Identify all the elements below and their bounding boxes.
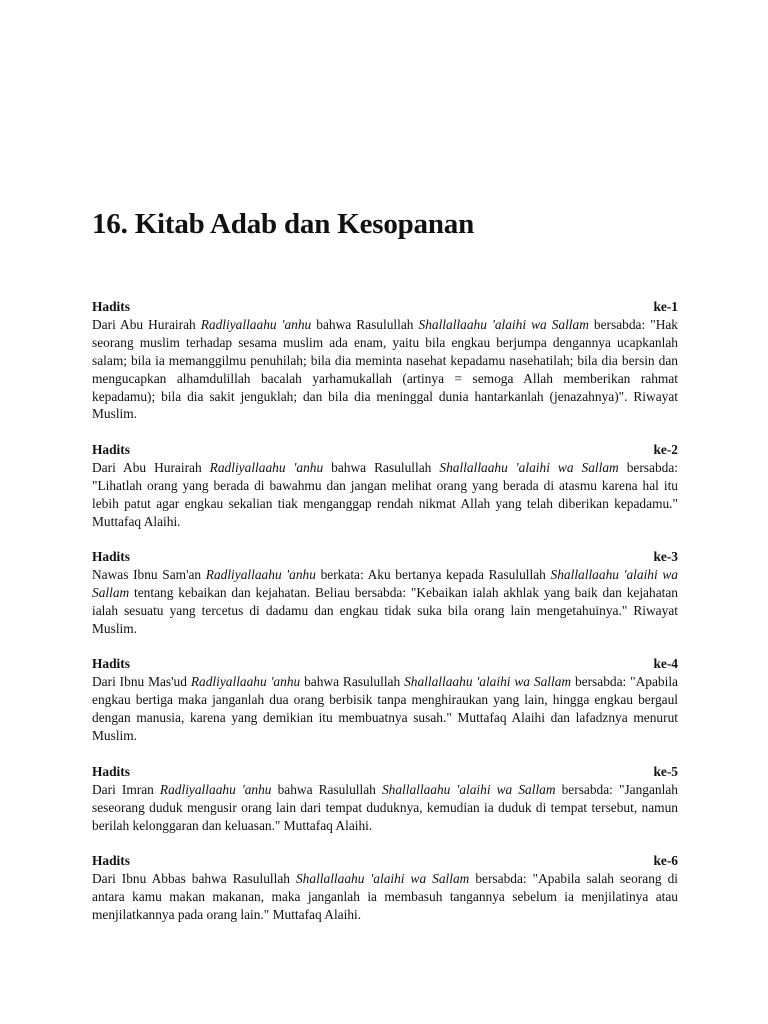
hadith-number: ke-5 — [653, 764, 678, 779]
hadith-number: ke-4 — [653, 656, 678, 671]
hadith-label: Hadits — [92, 442, 130, 457]
hadith-header — [92, 852, 678, 870]
hadith-text: Dari Abu Hurairah Radliyallaahu 'anhu bahwa Rasulullah Shallallaahu 'alaihi wa Sallam bersabda: "Hak seorang muslim terhadap sesama muslim ada enam, yaitu bila engkau berjumpa dengannya ucapkanlah salam; bila ia memanggilmu penuhilah; bila dia meminta nasehat kepadamu nasehatilah; bila dia bersin dan mengucapkan alhamdulillah bacalah yarhamukallah (artinya = semoga Allah memberikan rahmat kepadamu); bila dia sakit jenguklah; dan bila dia meninggal dunia hantarkanlah (jenazahnya)". Riwayat Muslim. — [92, 316, 678, 422]
hadith-header — [92, 655, 678, 673]
hadith-label: Hadits — [92, 299, 130, 314]
hadith-block — [92, 548, 678, 638]
hadith-block — [92, 763, 678, 835]
hadith-number: ke-6 — [653, 853, 678, 868]
hadith-block — [92, 298, 678, 423]
hadith-text: Dari Abu Hurairah Radliyallaahu 'anhu bahwa Rasulullah Shallallaahu 'alaihi wa Sallam bersabda: "Lihatlah orang yang berada di bawahmu dan jangan melihat orang yang berada di atasmu karena hal itu lebih patut agar engkau sekalian tiak menganggap rendah nikmat Allah yang telah diberikan kepadamu." Muttafaq Alaihi. — [92, 459, 679, 529]
hadith-number: ke-1 — [653, 299, 678, 314]
hadith-label: Hadits — [92, 656, 130, 671]
hadith-label: Hadits — [92, 853, 130, 868]
hadith-header — [92, 548, 678, 566]
hadith-text: Dari Ibnu Mas'ud Radliyallaahu 'anhu bahwa Rasulullah Shallallaahu 'alaihi wa Sallam bersabda: "Apabila engkau bertiga maka janganlah dua orang berbisik tanpa menghiraukan yang lain, hingga engkau bergaul dengan manusia, karena yang demikian itu membuatnya susah." Muttafaq Alaihi dan lafadznya menurut Muslim. — [92, 673, 678, 743]
hadith-header — [92, 298, 678, 316]
hadith-header — [92, 441, 678, 459]
hadith-text: Nawas Ibnu Sam'an Radliyallaahu 'anhu berkata: Aku bertanya kepada Rasulullah Shallallaahu 'alaihi wa Sallam tentang kebaikan dan kejahatan. Beliau bersabda: "Kebaikan ialah akhlak yang baik dan kejahatan ialah sesuatu yang tercetus di dadamu dan engkau tidak suka bila orang lain mengetahuinya." Riwayat Muslim. — [92, 566, 678, 636]
hadith-label: Hadits — [92, 764, 130, 779]
hadith-text: Dari Imran Radliyallaahu 'anhu bahwa Rasulullah Shallallaahu 'alaihi wa Sallam bersabda: "Janganlah seseorang duduk mengusir orang lain dari tempat duduknya, kemudian ia duduk di tempat tersebut, namun berilah kelonggaran dan keluasan." Muttafaq Alaihi. — [92, 781, 678, 833]
hadith-block — [92, 655, 678, 745]
hadith-number: ke-2 — [653, 442, 678, 457]
hadith-header — [92, 763, 678, 781]
hadith-text: Dari Ibnu Abbas bahwa Rasulullah Shallallaahu 'alaihi wa Sallam bersabda: "Apabila salah seorang di antara kamu makan makanan, maka janganlah ia membasuh tangannya sebelum ia menjilatinya atau menjilatkannya pada orang lain." Muttafaq Alaihi. — [92, 870, 678, 922]
hadith-label: Hadits — [92, 549, 130, 564]
hadith-block — [92, 852, 678, 924]
chapter-title: 16. Kitab Adab dan Kesopanan — [92, 208, 475, 240]
hadith-block — [92, 441, 678, 531]
hadith-number: ke-3 — [653, 549, 678, 564]
